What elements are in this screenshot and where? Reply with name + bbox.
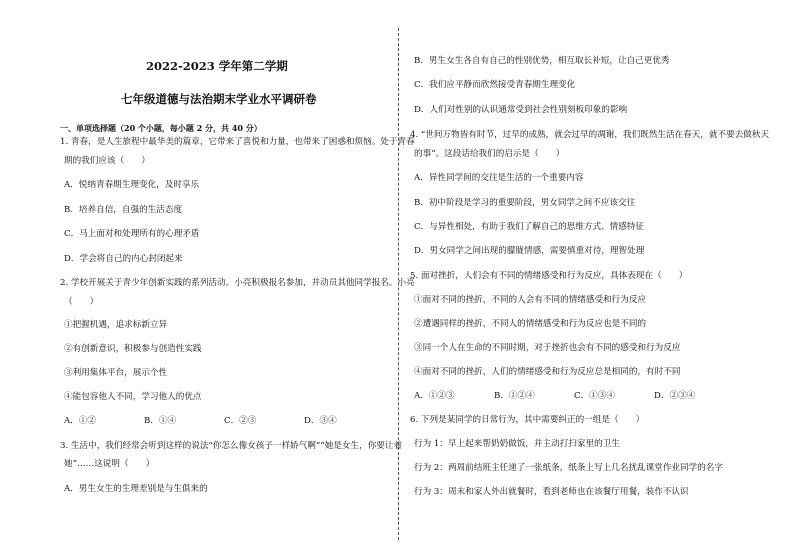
- q2-choice-a: A．①②: [64, 416, 96, 426]
- q6-item-2: 行为 2：两周前结班主任递了一张纸条，纸条上写上几名扰乱课堂作业同学的名字: [414, 463, 723, 473]
- q3-option-a: A．男生女生的生理差别是与生俱来的: [64, 484, 208, 494]
- q2-item-3: ③利用集体平台，展示个性: [64, 368, 168, 378]
- q5-item-3: ③同一个人在生命的不同时期，对于挫折也会有不同的感受和行为反应: [414, 343, 681, 353]
- q5-choice-b: B．①②④: [494, 391, 535, 401]
- q2-item-1: ①把握机遇，追求标新立异: [64, 320, 168, 330]
- q6-item-1: 行为 1：早上起来帮奶奶做饭，并主动打扫家里的卫生: [414, 439, 620, 449]
- q3-option-d: D．人们对性别的认识通常受到社会性别刻板印象的影响: [414, 105, 628, 115]
- q1-option-d: D．学会将自己的内心封闭起来: [64, 254, 183, 264]
- q2-item-2: ②有创新意识，积极参与创造性实践: [64, 344, 202, 354]
- q5-choice-d: D．②③④: [654, 391, 696, 401]
- q5-item-1: ①面对不同的挫折，不同的人会有不同的情绪感受和行为反应: [414, 295, 647, 305]
- section-heading: 一、单项选择题（20 个小题，每小题 2 分，共 40 分）: [60, 123, 262, 133]
- q2-choice-b: B．①④: [144, 416, 177, 426]
- q3-option-b: B．男生女生各自有自己的性别优势，相互取长补短，让自己更优秀: [414, 56, 670, 66]
- q4-option-b: B．初中阶段是学习的重要阶段，男女同学之间不应该交往: [414, 198, 636, 208]
- q2-stem-line1: 2. 学校开展关于青少年创新实践的系列活动。小亮积极报名参加，并动员其他同学报名。小亮: [60, 278, 415, 288]
- q4-option-c: C．与异性相处，有助于我们了解自己的思维方式、情感特征: [414, 222, 645, 232]
- q3-stem-line1: 3. 生活中，我们经常会听到这样的说法“你怎么像女孩子一样娇气啊”“她是女生，你要让着: [60, 441, 403, 451]
- q3-option-c: C．我们应平静而欣然接受青春期生理变化: [414, 80, 576, 90]
- q1-stem-line2: 期的我们应该（ ）: [64, 156, 150, 166]
- q1-stem-line1: 1. 青春，是人生旅程中最华美的篇章，它带来了喜悦和力量，也带来了困惑和烦恼。处于青春: [60, 137, 415, 147]
- q1-option-a: A．悦纳青春期生理变化，及时享乐: [64, 180, 200, 190]
- q5-item-2: ②遭遇同样的挫折，不同人的情绪感受和行为反应也是不同的: [414, 319, 647, 329]
- page-title: 2022-2023 学年第二学期: [146, 59, 288, 73]
- q2-choice-c: C．②③: [224, 416, 257, 426]
- q1-option-c: C．马上面对和处理所有的心理矛盾: [64, 229, 200, 239]
- q4-stem-line2: 的事”。这段话给我们的启示是（ ）: [414, 149, 565, 159]
- q4-option-d: D．男女同学之间出现的朦胧情感，需要慎重对待，理智处理: [414, 246, 645, 256]
- q2-item-4: ④能包容他人不同，学习他人的优点: [64, 392, 202, 402]
- q1-option-b: B．培养自信，自强的生活态度: [64, 205, 183, 215]
- q4-option-a: A．异性同学间的交往是生活的一个重要内容: [414, 173, 584, 183]
- q4-stem-line1: 4. “世间万物皆有时节，过早的成熟，就会过早的凋谢，我们既然生活在春天，就不要去做秋天: [410, 130, 770, 140]
- q6-item-3: 行为 3：周末和家人外出就餐时，看到老师也在该餐厅用餐，装作不认识: [414, 487, 689, 497]
- q5-choice-c: C．①③④: [574, 391, 615, 401]
- q2-stem-line2: （ ）: [64, 297, 99, 307]
- q3-stem-line2: 她”……这说明（ ）: [64, 459, 155, 469]
- q5-choice-a: A．①②③: [414, 391, 455, 401]
- q2-choice-d: D．③④: [304, 416, 337, 426]
- page-subtitle: 七年级道德与法治期末学业水平调研卷: [121, 92, 317, 106]
- q5-stem: 5. 面对挫折，人们会有不同的情绪感受和行为反应，具体表现在（ ）: [410, 271, 688, 281]
- q6-stem: 6. 下列是某同学的日常行为，其中需要纠正的一组是（ ）: [410, 415, 645, 425]
- q5-item-4: ④面对不同的挫折，人们的情绪感受和行为反应总是相同的，有时不同: [414, 367, 681, 377]
